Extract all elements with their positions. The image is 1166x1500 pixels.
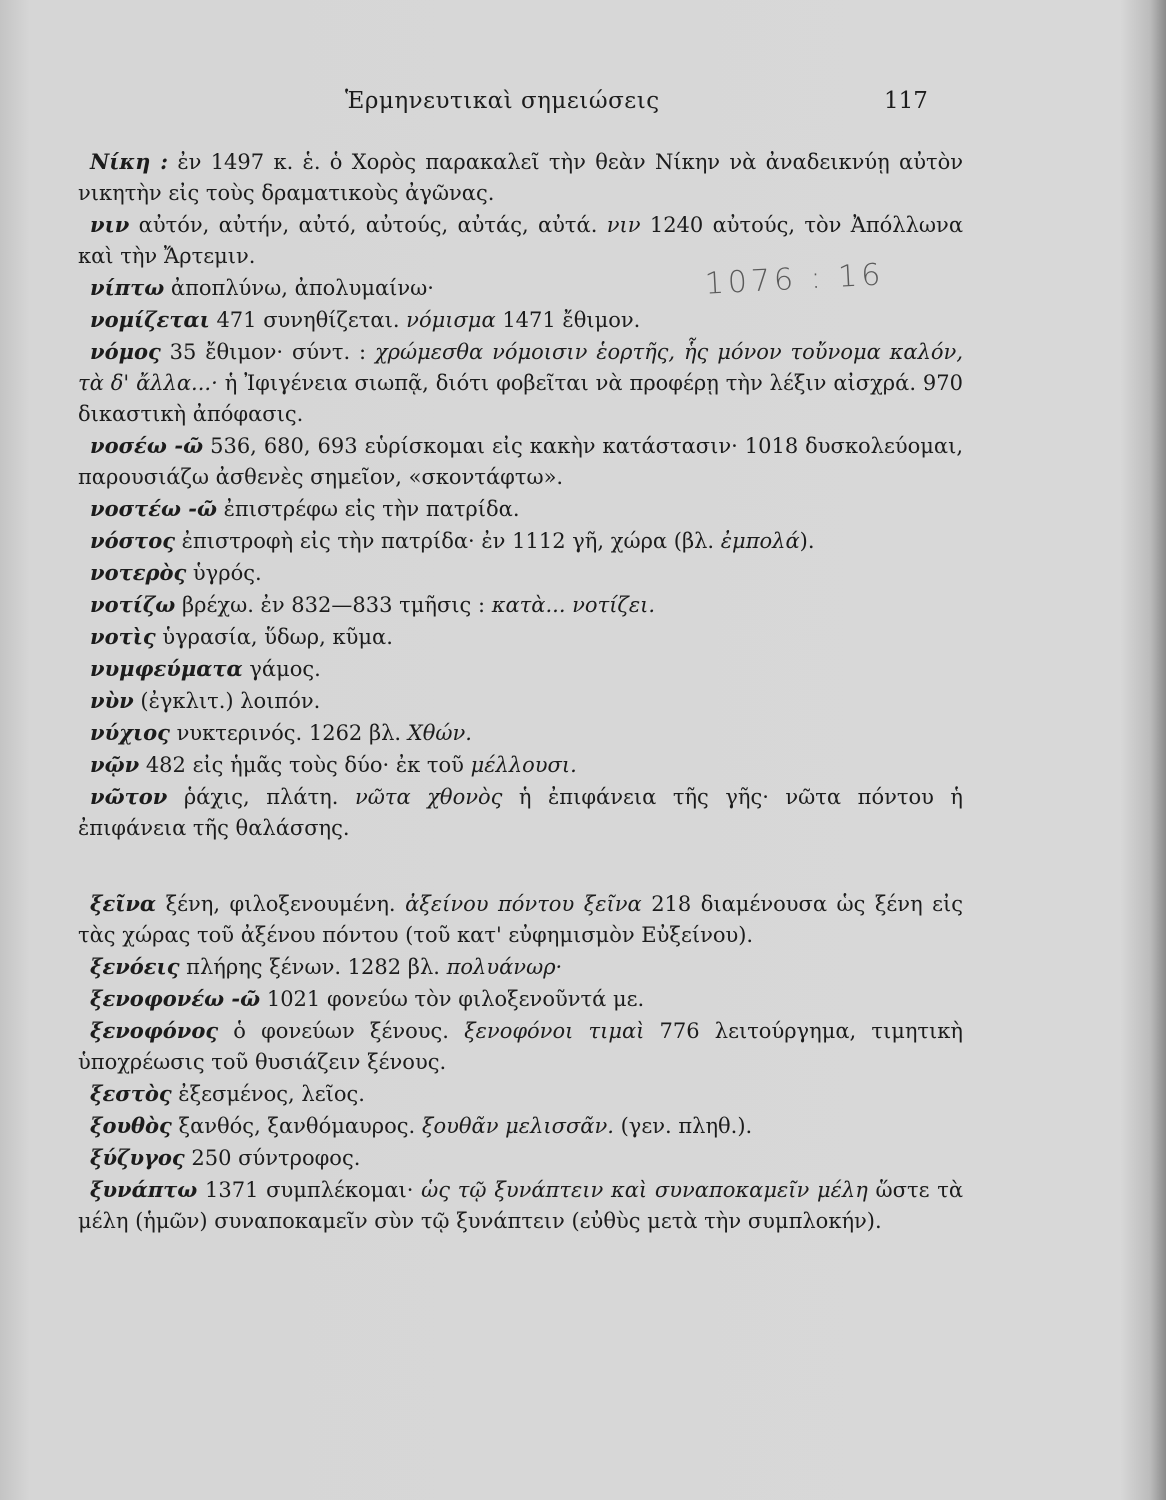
quote: νόμισμα — [406, 308, 496, 332]
headword: νόστος — [90, 528, 175, 553]
headword: νομίζεται — [90, 307, 210, 332]
glossary-entry — [78, 781, 963, 844]
quote: νῶτα χθονὸς — [354, 785, 503, 809]
glossary-entry — [78, 272, 963, 304]
running-head: Ἑρμηνευτικαὶ σημειώσεις — [345, 88, 660, 114]
headword: ξυνάπτω — [90, 1177, 198, 1202]
glossary-entry — [78, 653, 963, 685]
gloss: (ἐγκλιτ.) λοιπόν. — [133, 689, 321, 713]
gloss-cont: 776 λειτούργημα, τιμητικὴ ὑποχρέωσις τοῦ θυσιάζειν ξένους. — [78, 1019, 963, 1074]
gloss: ἀποπλύνω, ἀπολυμαίνω· — [164, 276, 434, 300]
glossary-entry — [78, 525, 963, 557]
glossary-entry — [78, 951, 963, 983]
glossary-entry — [78, 1142, 963, 1174]
headword: ξεῖνα — [90, 891, 157, 916]
gloss: 35 ἔθιμον· σύντ. : — [160, 340, 375, 364]
gloss: 1371 συμπλέκομαι· — [197, 1178, 422, 1202]
quote: ἀξείνου πόντου ξεῖνα — [405, 892, 642, 916]
quote: νιν — [606, 213, 641, 237]
gloss: ξένη, φιλοξενουμένη. — [156, 892, 406, 916]
headword: νόμος — [90, 339, 161, 364]
headword: νῶτον — [90, 784, 168, 809]
quote: ἐμπολά — [720, 529, 800, 553]
gloss: ἐπιστρέφω εἰς τὴν πατρίδα. — [216, 497, 520, 521]
page-number: 117 — [884, 88, 928, 114]
gloss: 250 σύντροφος. — [184, 1146, 361, 1170]
gloss: αὐτόν, αὐτήν, αὐτό, αὐτούς, αὐτάς, αὐτά. — [129, 213, 607, 237]
glossary-entry — [78, 749, 963, 781]
gloss-cont: ). — [799, 529, 815, 553]
headword: ξουθὸς — [90, 1113, 172, 1138]
glossary-entry — [78, 557, 963, 589]
headword: ξενοφονέω -ῶ — [90, 986, 261, 1011]
gloss: βρέχω. ἐν 832—833 τμῆσις : — [175, 593, 492, 617]
headword: ξενοφόνος — [90, 1018, 219, 1043]
gloss: πλήρης ξένων. 1282 βλ. — [179, 955, 447, 979]
glossary-entry — [78, 430, 963, 493]
quote: Χθών. — [407, 721, 472, 745]
pencil-annotation: 1076 : 16 — [703, 257, 886, 302]
gloss: ἐν 1497 κ. ἑ. ὁ Χορὸς παρακαλεῖ τὴν θεὰν Νίκην νὰ ἀναδεικνύῃ αὐτὸν νικητὴν εἰς τοὺς δραματικοὺς ἀγῶνας. — [78, 150, 963, 205]
quote: χρώμεσθα νόμοισιν ἑορτῆς, ἧς μόνον τοὔνομα καλόν, τὰ δ' ἄλλα...· — [78, 340, 964, 395]
headword: Νίκη : — [90, 149, 169, 174]
gloss: 471 συνηθίζεται. — [209, 308, 407, 332]
gloss: 536, 680, 693 εὑρίσκομαι εἰς κακὴν κατάστασιν· 1018 δυσκολεύομαι, παρουσιάζω ἀσθενὲς σημεῖον, «σκοντάφτω». — [78, 434, 963, 489]
glossary-entry — [78, 717, 963, 749]
glossary-entry — [78, 888, 963, 951]
glossary-entry — [78, 1174, 963, 1237]
quote: κατὰ... νοτίζει. — [491, 593, 655, 617]
gloss: ὑγρός. — [186, 561, 262, 585]
gloss-cont: ὥστε τὰ μέλη (ἡμῶν) συναποκαμεῖν σὺν τῷ ξυνάπτειν (εὐθὺς μετὰ τὴν συμπλοκήν). — [78, 1178, 964, 1233]
headword: ξεστὸς — [90, 1081, 172, 1106]
glossary-entry — [78, 621, 963, 653]
gloss: ῥάχις, πλάτη. — [167, 785, 355, 809]
glossary-list — [78, 146, 963, 1237]
gloss-cont: ἡ Ἰφιγένεια σιωπᾷ, διότι φοβεῖται νὰ προφέρῃ τὴν λέξιν αἰσχρά. 970 δικαστικὴ ἀπόφασις. — [78, 371, 964, 426]
gloss-cont: (γεν. πληθ.). — [613, 1114, 753, 1138]
quote: ὡς τῷ ξυνάπτειν καὶ συναποκαμεῖν μέλη — [421, 1178, 868, 1202]
glossary-entry — [78, 1078, 963, 1110]
glossary-entry — [78, 146, 963, 209]
gloss: ὁ φονεύων ξένους. — [218, 1019, 465, 1043]
glossary-entry — [78, 589, 963, 621]
gloss-cont: 1240 αὐτούς, τὸν Ἀπόλλωνα καὶ τὴν Ἄρτεμιν. — [78, 213, 963, 268]
gloss: 1021 φονεύω τὸν φιλοξενοῦντά με. — [260, 987, 645, 1011]
gloss: 482 εἰς ἡμᾶς τοὺς δύο· ἐκ τοῦ — [139, 753, 471, 777]
page-header — [0, 88, 1166, 120]
glossary-entry — [78, 209, 963, 272]
gloss: ὑγρασία, ὕδωρ, κῦμα. — [155, 625, 393, 649]
gloss-cont: 218 διαμένουσα ὡς ξένη εἰς τὰς χώρας τοῦ ἀξένου πόντου (τοῦ κατ' εὐφημισμὸν Εὐξείνου). — [78, 892, 964, 947]
headword: νύχιος — [90, 720, 170, 745]
glossary-entry — [78, 493, 963, 525]
headword: νοτὶς — [90, 624, 156, 649]
headword: νοτίζω — [90, 592, 176, 617]
gloss: νυκτερινός. 1262 βλ. — [169, 721, 408, 745]
headword: νοσέω -ῶ — [90, 433, 204, 458]
gloss: ἐπιστροφὴ εἰς τὴν πατρίδα· ἐν 1112 γῆ, χώρα (βλ. — [174, 529, 721, 553]
gloss: ἐξεσμένος, λεῖος. — [171, 1082, 365, 1106]
gloss-cont: 1471 ἔθιμον. — [495, 308, 641, 332]
glossary-entry — [78, 983, 963, 1015]
glossary-entry — [78, 1015, 963, 1078]
gloss: ξανθός, ξανθόμαυρος. — [171, 1114, 422, 1138]
headword: νοτερὸς — [90, 560, 187, 585]
headword: νῷν — [90, 752, 140, 777]
headword: νίπτω — [90, 275, 165, 300]
gloss-cont: ἡ ἐπιφάνεια τῆς γῆς· νῶτα πόντου ἡ ἐπιφάνεια τῆς θαλάσσης. — [78, 785, 963, 840]
glossary-entry — [78, 336, 963, 430]
headword: νυμφεύματα — [90, 656, 243, 681]
quote: μέλλουσι. — [470, 753, 577, 777]
quote: πολυάνωρ· — [446, 955, 563, 979]
headword: νοστέω -ῶ — [90, 496, 217, 521]
headword: νιν — [90, 212, 130, 237]
glossary-entry — [78, 1110, 963, 1142]
headword: νὺν — [90, 688, 134, 713]
glossary-entry — [78, 685, 963, 717]
glossary-entry — [78, 304, 963, 336]
quote: ξουθᾶν μελισσᾶν. — [421, 1114, 614, 1138]
headword: ξενόεις — [90, 954, 180, 979]
gloss: γάμος. — [242, 657, 321, 681]
headword: ξύζυγος — [90, 1145, 185, 1170]
section-gap — [78, 844, 963, 888]
quote: ξενοφόνοι τιμαὶ — [464, 1019, 645, 1043]
